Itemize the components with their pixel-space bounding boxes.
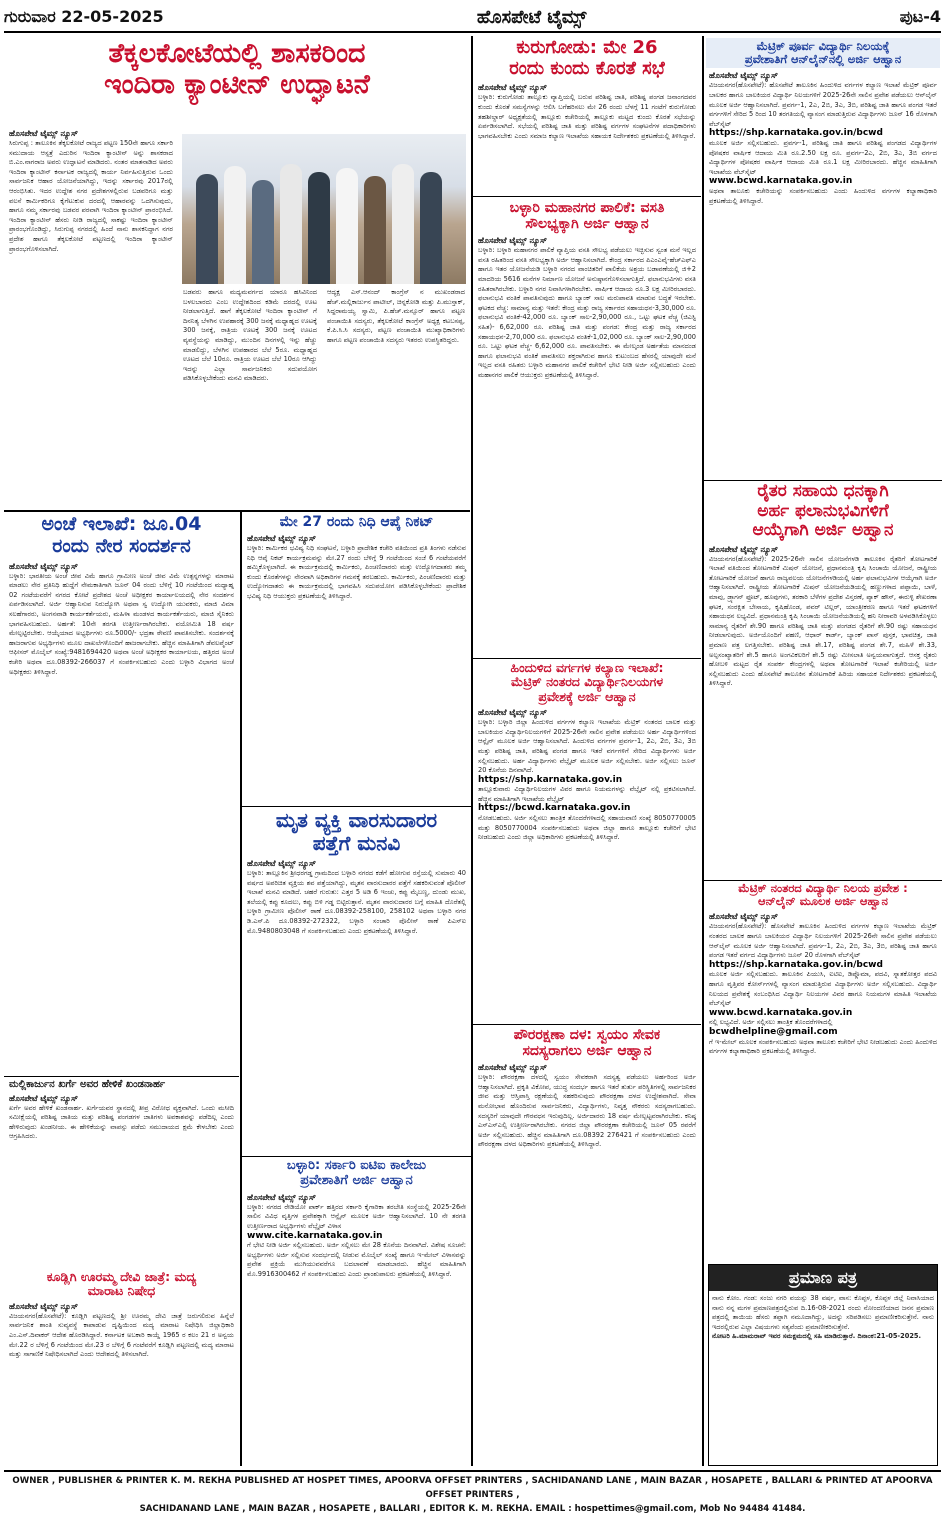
issue-date: ಗುರುವಾರ 22-05-2025 bbox=[4, 7, 164, 26]
headline: ಅರ್ಹ ಫಲಾನುಭವಿಗಳಿಗೆ bbox=[757, 500, 889, 521]
article-indira-canteen bbox=[6, 38, 468, 508]
section-rule bbox=[242, 1156, 471, 1157]
article-prematric-hostel bbox=[706, 38, 940, 478]
headline: ಸದಸ್ಯರಾಗಲು ಅರ್ಜಿ ಆಹ್ವಾನ bbox=[522, 1043, 652, 1060]
article-kurugodu bbox=[475, 38, 699, 193]
headline: ಬಳ್ಳಾರಿ: ಸರ್ಕಾರಿ ಐಟಿಐ ಕಾಲೇಜು bbox=[286, 1158, 427, 1173]
imprint-footer bbox=[4, 1470, 941, 1514]
article-body: ನೋಡಬಹುದು. ಅರ್ಜಿ ಸಲ್ಲಿಸಲು ತಾಂತ್ರಿಕ ತೊಂದರೆಗಳಾದಲ್ಲಿ ಸಹಾಯವಾಣಿ ಸಂಖ್ಯೆ 8050770005 ಮತ್ತು 8050770004 ಸಂಪರ್ಕಿಸಬಹುದು ಅಥವಾ ಜಿಲ್ಲಾ ಹಾಗೂ ತಾಲ್ಲೂಕು ಕಚೇರಿಗೆ ಭೇಟಿ ನೀಡಬಹುದು ಎಂದು ಜಿಲ್ಲಾ ಅಧಿಕಾರಿಗಳು ಪ್ರಕಟಣೆಯಲ್ಲಿ ತಿಳಿಸಿದ್ದಾರೆ. bbox=[478, 814, 696, 842]
dateline: ಹೊಸಪೇಟೆ ಟೈಮ್ಸ್ ನ್ಯೂಸ್ bbox=[709, 544, 778, 554]
headline: ಸೌಲಭ್ಯಕ್ಕಾಗಿ ಅರ್ಜಿ ಆಹ್ವಾನ bbox=[525, 216, 649, 233]
section-rule bbox=[4, 510, 470, 512]
headline: ಬಳ್ಳಾರಿ ಮಹಾನಗರ ಪಾಲಿಕೆ: ವಸತಿ bbox=[509, 200, 665, 216]
article-body: ವಿಜಯನಗರ(ಹೊಸಪೇಟೆ): 2025-26ನೇ ಸಾಲಿನ ಯೋಜನೆಗಳಡಿ ತಾಲೂಕಿನ ರೈತರಿಗೆ ತೋಟಗಾರಿಕೆ ಇಲಾಖೆ ವತಿಯಿಂದ ತೋಟಗಾರಿಕೆ ಮಿಷನ್ ಯೋಜನೆ, ಪ್ರಧಾನಮಂತ್ರಿ ಕೃಷಿ ಸಿಂಚಾಯಿ ಯೋಜನೆ, ರಾಷ್ಟ್ರೀಯ ತೋಟಗಾರಿಕೆ ಯೋಜನೆ ಹಾಗೂ ರಾಜ್ಯವಲಯ ಯೋಜನೆಗಳಡಿಯಲ್ಲಿ ಅರ್ಹ ಫಲಾನುಭವಿಗಳ ಆಯ್ಕೆಗಾಗಿ ಅರ್ಜಿ ಆಹ್ವಾನಿಸಲಾಗಿದೆ. ರಾಷ್ಟ್ರೀಯ ತೋಟಗಾರಿಕೆ ಮಿಷನ್ ಯೋಜನೆಯಡಿಯಲ್ಲಿ ಹಣ್ಣುಗಳಾದ ಪಪ್ಪಾಯಿ, ಬಾಳೆ, ಮಾವು, ಡ್ರ್ಯಾಗನ್ ಫ್ರೂಟ್, ಹೂವುಗಳು, ತರಕಾರಿ ಬೆಳೆಗಳ ಪ್ರದೇಶ ವಿಸ್ತರಣೆ, ಪ್ಯಾಕ್ ಹೌಸ್, ಈರುಳ್ಳಿ ಶೇಖರಣಾ ಘಟಕ, ಸಂರಕ್ಷಿತ ಬೇಸಾಯ, ಕೃಷಿಹೊಂಡ, ಪವರ್ ಟಿಲ್ಲರ್, ಯಾಂತ್ರೀಕರಣ ಹಾಗೂ ಇತರೆ ಘಟಕಗಳಿಗೆ ಸಹಾಯಧನ ಲಭ್ಯವಿದೆ. ಪ್ರಧಾನಮಂತ್ರಿ ಕೃಷಿ ಸಿಂಚಾಯಿ ಯೋಜನೆಯಡಿಯಲ್ಲಿ ಹನಿ ನೀರಾವರಿ ಅಳವಡಿಸಿಕೊಳ್ಳಲು ಸಾಮಾನ್ಯ ರೈತರಿಗೆ ಶೇ.90 ಹಾಗೂ ಪರಿಶಿಷ್ಟ ಜಾತಿ ಮತ್ತು ಪಂಗಡದ ರೈತರಿಗೆ ಶೇ.90 ರಷ್ಟು ಸಹಾಯಧನ ನೀಡಲಾಗುವುದು. ಅರ್ಜಿಯೊಂದಿಗೆ ಪಹಣಿ, ಆಧಾರ್ ಕಾರ್ಡ್, ಬ್ಯಾಂಕ್ ಪಾಸ್ ಪುಸ್ತಕ, ಭಾವಚಿತ್ರ, ಜಾತಿ ಪ್ರಮಾಣ ಪತ್ರ ಲಗತ್ತಿಸಬೇಕು. ಪರಿಶಿಷ್ಟ ಜಾತಿ ಶೇ.17, ಪರಿಶಿಷ್ಟ ಪಂಗಡ ಶೇ.7, ಮಹಿಳೆ ಶೇ.33, ಅಲ್ಪಸಂಖ್ಯಾತರಿಗೆ ಶೇ.5 ಹಾಗೂ ಅಂಗವಿಕಲರಿಗೆ ಶೇ.5 ರಷ್ಟು ಮೀಸಲಾತಿ ಅನ್ವಯವಾಗುತ್ತದೆ. ಆಸಕ್ತ ರೈತರು ಹೋಬಳಿ ಮಟ್ಟದ ರೈತ ಸಂಪರ್ಕ ಕೇಂದ್ರಗಳಲ್ಲಿ ಅಥವಾ ತೋಟಗಾರಿಕೆ ಇಲಾಖೆ ಕಚೇರಿಯಲ್ಲಿ ಅರ್ಜಿ ಸಲ್ಲಿಸಬಹುದು ಎಂದು ಹೊಸಪೇಟೆ ತಾಲೂಕಿನ ತೋಟಗಾರಿಕೆ ಹಿರಿಯ ಸಹಾಯಕ ನಿರ್ದೇಶಕರು ಪ್ರಕಟಣೆಯಲ್ಲಿ ತಿಳಿಸಿದ್ದಾರೆ. bbox=[709, 554, 937, 688]
masthead bbox=[4, 3, 941, 33]
article-civil-defence bbox=[475, 1027, 699, 1465]
article-body: ಬಳ್ಳಾರಿ: ಕಾರ್ಮಿಕರ ಭವಿಷ್ಯ ನಿಧಿ ಸಂಘಟನೆ, ಬಳ್ಳಾರಿ ಪ್ರಾದೇಶಿಕ ಕಚೇರಿ ವತಿಯಿಂದ ಪ್ರತಿ ತಿಂಗಳು ನಡೆಸುವ ನಿಧಿ ಆಪ್ಕೆ ನಿಕಟ್ ಕಾರ್ಯಕ್ರಮವನ್ನು ಮೇ.27 ರಂದು ಬೆಳಿಗ್ಗೆ 9 ಗಂಟೆಯಿಂದ ಸಂಜೆ 6 ಗಂಟೆಯವರೆಗೆ ಹಮ್ಮಿಕೊಳ್ಳಲಾಗಿದೆ. ಈ ಕಾರ್ಯಕ್ರಮದಲ್ಲಿ ಕಾರ್ಮಿಕರು, ಪಿಂಚಣಿದಾರರು ಮತ್ತು ಉದ್ಯೋಗದಾತರು ತಮ್ಮ ಕುಂದು ಕೊರತೆಗಳನ್ನು ನೇರವಾಗಿ ಅಧಿಕಾರಿಗಳ ಗಮನಕ್ಕೆ ತರಬಹುದು. ಕಾರ್ಮಿಕರು, ಪಿಂಚಣಿದಾರರು ಮತ್ತು ಉದ್ಯೋಗದಾತರು ಈ ಕಾರ್ಯಕ್ರಮದಲ್ಲಿ ಭಾಗವಹಿಸಿ ಸದುಪಯೋಗ ಪಡಿಸಿಕೊಳ್ಳಬೇಕೆಂದು ಪ್ರಾದೇಶಿಕ ಭವಿಷ್ಯ ನಿಧಿ ಆಯುಕ್ತರು ಪ್ರಕಟಣೆಯಲ್ಲಿ ತಿಳಿಸಿದ್ದಾರೆ. bbox=[247, 544, 466, 601]
column-rule bbox=[240, 512, 242, 1466]
article-body: ಖರ್ಗೆ ಅವರ ಹೇಳಿಕೆ ಖಂಡನಾರ್ಹ. ಖರ್ಗೆಯವರ ಸ್ಥಾನದಲ್ಲಿ ತೀವ್ರ ವಿರೋಧ ವ್ಯಕ್ತವಾಗಿದೆ. ಒಂದು ಮಸೀದಿ ಸಮೀಕ್ಷೆಯಲ್ಲಿ ಪರಿಶಿಷ್ಟ ಜಾತಿಯ ಮತ್ತು ಪರಿಶಿಷ್ಟ ಪಂಗಡಗಳ ಜಾತಿಗಳು ಅವಕಾಶವನ್ನು ಪಡೆದಿಲ್ಲ ಎಂದು ಹೇಳಿರುವುದು ಖಂಡನೀಯ. ಈ ಹೇಳಿಕೆಯನ್ನು ವಾಪಸ್ಸು ಪಡೆದು ಸಮುದಾಯದ ಕ್ಷಮೆ ಕೇಳಬೇಕು ಎಂದು ಆಗ್ರಹಿಸಿದರು. bbox=[9, 1103, 234, 1141]
article-body: ನಲ್ಲಿ ಲಭ್ಯವಿದೆ. ಅರ್ಜಿ ಸಲ್ಲಿಸಲು ತಾಂತ್ರಿಕ ತೊಂದರೆಗಳಾದಲ್ಲಿ bbox=[709, 1018, 833, 1027]
headline: ಪ್ರವೇಶಕ್ಕೆ ಅರ್ಜಿ ಆಹ್ವಾನ bbox=[538, 688, 636, 704]
affidavit-title: ಪ್ರಮಾಣ ಪತ್ರ bbox=[709, 1265, 937, 1291]
imprint-line: OWNER , PUBLISHER & PRINTER K. M. REKHA PUBLISHED AT HOSPET TIMES, APOORVA OFFSET PRINTERS , SACHIDANAND LANE , MAIN BAZAR , HOSAPETE , BALLARI & PRINTED AT APOORVA OFFSET PRINTERS , bbox=[12, 1476, 933, 1500]
email-link[interactable]: bcwdhelpline@gmail.com bbox=[709, 1026, 838, 1037]
article-body: ಬಳ್ಳಾರಿ: ಪೌರರಕ್ಷಣಾ ದಳದಲ್ಲಿ ಸ್ವಯಂ ಸೇವಕರಾಗಿ ಸದಸ್ಯತ್ವ ಪಡೆಯಲು ಅರ್ಹರಿಂದ ಅರ್ಜಿ ಆಹ್ವಾನಿಸಲಾಗಿದೆ. ಪ್ರಕೃತಿ ವಿಕೋಪ, ಯುದ್ಧ ಸಂದರ್ಭ ಹಾಗೂ ಇತರೆ ತುರ್ತು ಪರಿಸ್ಥಿತಿಗಳಲ್ಲಿ ಸಾರ್ವಜನಿಕರ ಜೀವ ಮತ್ತು ಆಸ್ತಿಪಾಸ್ತಿ ರಕ್ಷಣೆಯಲ್ಲಿ ಸಹಕರಿಸುವುದು ಪೌರರಕ್ಷಣಾ ದಳದ ಉದ್ದೇಶವಾಗಿದೆ. ಸೇವಾ ಮನೋಭಾವ ಹೊಂದಿರುವ ಸಾರ್ವಜನಿಕರು, ವಿದ್ಯಾರ್ಥಿಗಳು, ನಿವೃತ್ತ ನೌಕರರು ಸದಸ್ಯರಾಗಬಹುದು. ಸದಸ್ಯರಿಗೆ ಯಾವುದೇ ಗೌರವಧನ ಇರುವುದಿಲ್ಲ. ಅರ್ಜಿದಾರರು 18 ವರ್ಷ ಮೇಲ್ಪಟ್ಟವರಾಗಿರಬೇಕು. ಕನಿಷ್ಠ ಎಸ್ಎಸ್ಎಲ್ಸಿ ಉತ್ತೀರ್ಣರಾಗಿರಬೇಕು. ನಗರದ ಜಿಲ್ಲಾ ಪೌರರಕ್ಷಣಾ ಕಚೇರಿಯಲ್ಲಿ ಜೂನ್ 05 ರವರೆಗೆ ಅರ್ಜಿ ಸಲ್ಲಿಸಬಹುದು. ಹೆಚ್ಚಿನ ಮಾಹಿತಿಗಾಗಿ ದೂ.08392 276421 ಗೆ ಸಂಪರ್ಕಿಸಬಹುದು ಎಂದು ಪೌರರಕ್ಷಣಾ ದಳದ ಅಧಿಕಾರಿಗಳು ಪ್ರಕಟಣೆಯಲ್ಲಿ ತಿಳಿಸಿದ್ದಾರೆ. bbox=[478, 1073, 696, 1149]
affidavit-body: ನಾನು ಕೋಂ. ಗಂಡ: ಸಂಜು ನಗರಿ ವಯಸ್ಸು 38 ವರ್ಷ, ವಾಸ: ಕೊಪ್ಪಳ, ಕೊಪ್ಪಳ ಜಿಲ್ಲೆ ನಿವಾಸಿಯಾದ ನಾನು ನನ್ನ ಮಗಳ ಪ್ರಮಾಣಪತ್ರದಲ್ಲಿರುವ ದಿ.16-08-2021 ರಂದು ನೋಂದಣಿಯಾದ ಜನನ ಪ್ರಮಾಣ ಪತ್ರದಲ್ಲಿ ತಾಯಿಯ ಹೆಸರು ತಪ್ಪಾಗಿ ನಮೂದಾಗಿದ್ದು, ಅದನ್ನು ಸರಿಪಡಿಸಲು ಪ್ರಮಾಣೀಕರಿಸುತ್ತೇನೆ. ನಾನು ಇದರಲ್ಲಿರುವ ಎಲ್ಲಾ ವಿಷಯಗಳು ಸತ್ಯವೆಂದು ಪ್ರಮಾಣೀಕರಿಸುತ್ತೇನೆ. bbox=[712, 1294, 934, 1331]
article-body: ತಾಲ್ಲೂಕುವಾರು ವಿದ್ಯಾರ್ಥಿನಿಲಯಗಳ ವಿವರ ಹಾಗೂ ನಿಯಮಗಳನ್ನು ವೆಬ್ಸೈಟ್ ನಲ್ಲಿ ಪ್ರಕಟಿಸಲಾಗಿದೆ. ಹೆಚ್ಚಿನ ಮಾಹಿತಿಗಾಗಿ ಇಲಾಖೆಯ ವೆಬ್ಸೈಟ್ bbox=[478, 785, 696, 803]
article-unidentified-body bbox=[244, 809, 469, 1139]
dateline: ಹೊಸಪೇಟೆ ಟೈಮ್ಸ್ ನ್ಯೂಸ್ bbox=[478, 1063, 547, 1073]
article-kharge bbox=[6, 1079, 237, 1267]
article-kudligi bbox=[6, 1270, 237, 1466]
headline: ರಂದು ನೇರ ಸಂದರ್ಶನ bbox=[52, 534, 191, 557]
dateline: ಹೊಸಪೇಟೆ ಟೈಮ್ಸ್ ನ್ಯೂಸ್ bbox=[247, 859, 316, 868]
column-rule bbox=[702, 36, 704, 1466]
headline: ಮಲ್ಲಿಕಾರ್ಜುನ ಖರ್ಗೆ ಅವರ ಹೇಳಿಕೆ ಖಂಡನಾರ್ಹ bbox=[9, 1079, 166, 1090]
article-body: ವಿಜಯನಗರ(ಹೊಸಪೇಟೆ): ಹೊಸಪೇಟೆ ತಾಲೂಕಿನ ಹಿಂದುಳಿದ ವರ್ಗಗಳ ಕಲ್ಯಾಣ ಇಲಾಖೆಯ ಮೆಟ್ರಿಕ್ ನಂತರದ ಬಾಲಕ ಹಾಗೂ ಬಾಲಕಿಯರ ವಿದ್ಯಾರ್ಥಿ ನಿಲಯಗಳಿಗೆ 2025-26ನೇ ಸಾಲಿನ ಪ್ರವೇಶ ಪಡೆಯಲು ಆನ್‌ಲೈನ್ ಮೂಲಕ ಅರ್ಜಿ ಆಹ್ವಾನಿಸಲಾಗಿದೆ. ಪ್ರವರ್ಗ-1, 2ಎ, 2ಬಿ, 3ಎ, 3ಬಿ, ಪರಿಶಿಷ್ಟ ಜಾತಿ ಹಾಗೂ ಪಂಗಡ ಇತರೆ ವರ್ಗದ ವಿದ್ಯಾರ್ಥಿಗಳು ಜೂನ್ 20 ರೊಳಗಾಗಿ ವೆಬ್‌ಸೈಟ್ bbox=[709, 922, 937, 960]
page-number: ಪುಟ-4 bbox=[899, 7, 941, 26]
headline: ಮೆಟ್ರಿಕ್ ನಂತರದ ವಿದ್ಯಾರ್ಥಿ ನಿಲಯ ಪ್ರವೇಶ : bbox=[738, 881, 908, 895]
headline: ಪ್ರವೇಶಾತಿಗೆ ಆನ್‌ಲೈನ್‌ನಲ್ಲಿ ಅರ್ಜಿ ಆಹ್ವಾನ bbox=[744, 52, 902, 67]
article-body: ವಿಜಯನಗರ(ಹೊಸಪೇಟೆ): ಕೂಡ್ಲಿಗಿ ಪಟ್ಟಣದಲ್ಲಿ ಶ್ರೀ ಊರಮ್ಮ ದೇವಿ ಜಾತ್ರೆ ಜರುಗಲಿರುವ ಹಿನ್ನೆಲೆ ಸಾರ್ವಜನಿಕ ಶಾಂತಿ ಸುವ್ಯವಸ್ಥೆ ಕಾಪಾಡುವ ದೃಷ್ಟಿಯಿಂದ ಮದ್ಯ ಮಾರಾಟ ನಿಷೇಧಿಸಿ ಜಿಲ್ಲಾಧಿಕಾರಿ ಎಂ.ಎಸ್.ದಿವಾಕರ್ ಆದೇಶ ಹೊರಡಿಸಿದ್ದಾರೆ. ಕರ್ನಾಟಕ ಅಬಕಾರಿ ಕಾಯ್ದೆ 1965 ರ ಕಲಂ 21 ರ ಅನ್ವಯ ಮೇ.22 ರ ಬೆಳಿಗ್ಗೆ 6 ಗಂಟೆಯಿಂದ ಮೇ.23 ರ ಬೆಳಿಗ್ಗೆ 6 ಗಂಟೆವರೆಗೆ ಕೂಡ್ಲಿಗಿ ಪಟ್ಟಣದಲ್ಲಿ ಮದ್ಯ ಮಾರಾಟ ಮತ್ತು ಸಾಗಾಣಿಕೆ ನಿಷೇಧಿಸಲಾಗಿದೆ ಎಂದು ಆದೇಶದಲ್ಲಿ ತಿಳಿಸಲಾಗಿದೆ. bbox=[9, 1311, 234, 1359]
paper-name: ಹೊಸಪೇಟೆ ಟೈಮ್ಸ್ bbox=[476, 6, 587, 28]
headline: ಆಯ್ಕೆಗಾಗಿ ಅರ್ಜಿ ಅಹ್ವಾನ bbox=[752, 520, 894, 541]
headline: ಮೆಟ್ರಿಕ್ ನಂತರದ ವಿದ್ಯಾರ್ಥಿನಿಲಯಗಳ bbox=[510, 674, 664, 690]
website-link[interactable]: www.cite.karnataka.gov.in bbox=[247, 1230, 383, 1241]
dateline: ಹೊಸಪೇಟೆ ಟೈಮ್ಸ್ ನ್ಯೂಸ್ bbox=[247, 534, 316, 544]
affidavit-signoff: ನೋಟರಿ ಹಿ.ಮಾಮರಾವ್ ಇವರ ಸಮಕ್ಷಮದಲ್ಲಿ ಸಹಿ ಮಾಡಿರುತ್ತಾರೆ. ದಿನಾಂಕ:21-05-2025. bbox=[712, 1332, 922, 1341]
article-body: ಗೆ ಇ-ಮೇಲ್ ಮೂಲಕ ಸಂಪರ್ಕಿಸಬಹುದು ಅಥವಾ ತಾಲೂಕು ಕಚೇರಿಗೆ ಭೇಟಿ ನೀಡಬಹುದು ಎಂದು ಹಿಂದುಳಿದ ವರ್ಗಗಳ ಕಲ್ಯಾಣಾಧಿಕಾರಿ ಪ್ರಕಟಣೆಯಲ್ಲಿ ತಿಳಿಸಿದ್ದಾರೆ. bbox=[709, 1037, 937, 1056]
article-body: ಬಡವರು ಹಾಗೂ ಮಧ್ಯಮವರ್ಗದ ಯಾರೂ ಹಸಿವಿನಿಂದ ಬಳಲಬಾರದು ಎಂಬ ಉದ್ದೇಶದಿಂದ ಕಡಿಮೆ ದರದಲ್ಲಿ ಊಟ ನೀಡಲಾಗುತ್ತಿದೆ. ಹಾಗೆ ತೆಕ್ಕಲಕೋಟೆ ಇಂದಿರಾ ಕ್ಯಾಂಟೀನ್ ಗೆ ದಿನನಿತ್ಯ ಬೆಳಗಿನ ಉಪಹಾರಕ್ಕೆ 300 ಜನಕ್ಕೆ ಮಧ್ಯಾಹ್ನದ ಊಟಕ್ಕೆ 300 ಜನಕ್ಕೆ, ರಾತ್ರಿಯ ಊಟಕ್ಕೆ 300 ಜನಕ್ಕೆ ಊಟದ ವ್ಯವಸ್ಥೆಯನ್ನು ಮಾಡಿದ್ದು, ಮುಂದಿನ ದಿನಗಳಲ್ಲಿ ಇನ್ನು ಹೆಚ್ಚು ಮಾಡಲಿದ್ದು, ಬೆಳಗಿನ ಉಪಹಾರದ ಬೆಲೆ 5ರೂ. ಮಧ್ಯಾಹ್ನದ ಊಟದ ಬೆಲೆ 10ರೂ. ರಾತ್ರಿಯ ಊಟದ ಬೆಲೆ 10ರೂ ಆಗಿದ್ದು ಇದನ್ನು ಎಲ್ಲಾ ಸಾರ್ವಜನಿಕರು ಸದುಪಯೋಗ ಪಡಿಸಿಕೊಳ್ಳಬೇಕೆಂದು ಮನವಿ ಮಾಡಿದರು. bbox=[183, 288, 317, 383]
article-body: ಗೆ ಭೇಟಿ ನೀಡಿ ಅರ್ಜಿ ಸಲ್ಲಿಸಬಹುದು. ಅರ್ಜಿ ಸಲ್ಲಿಸಲು ಮೇ 28 ಕೊನೆಯ ದಿನವಾಗಿದೆ. ವಿಶೇಷ ಸೂಚನೆ: ಅಭ್ಯರ್ಥಿಗಳು ಅರ್ಜಿ ಸಲ್ಲಿಸುವ ಸಂದರ್ಭದಲ್ಲಿ ನೀಡುವ ಮೊಬೈಲ್ ಸಂಖ್ಯೆ ಹಾಗೂ ಇ-ಮೇಲ್ ವಿಳಾಸವನ್ನು ಪ್ರವೇಶ ಪ್ರಕ್ರಿಯೆ ಮುಗಿಯುವವರೆಗೂ ಬದಲಾವಣೆ ಮಾಡಬಾರದು. ಹೆಚ್ಚಿನ ಮಾಹಿತಿಗಾಗಿ ಮೊ.9916300462 ಗೆ ಸಂಪರ್ಕಿಸಬಹುದು ಎಂದು ಪ್ರಾಂಶುಪಾಲರು ಪ್ರಕಟಣೆಯಲ್ಲಿ ತಿಳಿಸಿದ್ದಾರೆ. bbox=[247, 1241, 466, 1279]
article-nidhi-aapke-nikat bbox=[244, 514, 469, 804]
website-link[interactable]: www.bcwd.karnataka.gov.in bbox=[709, 176, 853, 187]
article-body: ಸಿರುಗುಪ್ಪ : ತಾಲೂಕಿನ ತೆಕ್ಕಲಕೋಟೆ ರಾಜ್ಯದ ಪಟ್ಟಣ 150ನೇ ಹಾಗೂ ಸರ್ಕಾರಿ ಸಮುದಾಯ ಆಸ್ಪತ್ರೆ ಎದುರಿನ ಇಂದಿರಾ ಕ್ಯಾಂಟೀನ್ ಅನ್ನು ಶಾಸಕರಾದ ಬಿ.ಎಂ.ನಾಗರಾಜ ಅವರು ಉದ್ಘಾಟನೆ ಮಾಡಿದರು. ನಂತರ ಮಾತನಾಡಿದ ಅವರು ಇಂದಿರಾ ಕ್ಯಾಂಟೀನ್ ಕರ್ನಾಟಕ ರಾಜ್ಯದಲ್ಲಿ ಕಾರ್ಯ ನಿರ್ವಹಿಸುತ್ತಿರುವ ಒಂದು ಸಾರ್ವಜನಿಕ ಆಹಾರ ಯೋಜನೆಯಾಗಿದ್ದು, ಇದನ್ನು ಸರ್ಕಾರವು 2017ರಲ್ಲಿ ಆರಂಭಿಸಿತು. ಇದರ ಉದ್ದೇಶ ನಗರ ಪ್ರದೇಶಗಳಲ್ಲಿರುವ ಬಡವರಿಗೂ ಮತ್ತು ವಲಸೆ ಕಾರ್ಮಿಕರಿಗೂ ಕೈಗೆಟುಕುವ ದರದಲ್ಲಿ ಆಹಾರವನ್ನು ಒದಗಿಸುವುದು, ಹಾಗೂ ನಮ್ಮ ಸರ್ಕಾರವು ಬಡವರ ಪರವಾಗಿ ಇಂದಿರಾ ಕ್ಯಾಂಟೀನ್ ಪ್ರಾರಂಭಿಸಿದೆ. ಇಂದಿರಾ ಕ್ಯಾಂಟೀನ್ ಹೆಸರು ನೀಡಿ ರಾಜ್ಯದಲ್ಲಿ ಸಾಕಷ್ಟು ಇಂದಿರಾ ಕ್ಯಾಂಟೀನ್ ಪ್ರಾರಂಭಗೊಂಡಿದ್ದು, ಸಿರುಗುಪ್ಪ ನಗರದಲ್ಲಿ ಹಿಂದೆ ನಾನು ಶಾಸಕನಿದ್ದಾಗ ನಗರ ಪ್ರದೇಶ ಹಾಗೂ ತೆಕ್ಕಲಕೋಟೆ ಪಟ್ಟಣದಲ್ಲಿ ಇಂದಿರಾ ಕ್ಯಾಂಟೀನ್ ಪ್ರಾರಂಭಗೊಳಿಸಲಾಗಿದೆ. bbox=[9, 139, 173, 253]
article-post-office bbox=[6, 514, 237, 1074]
imprint-line: SACHIDANAND LANE , MAIN BAZAR , HOSAPETE , BALLARI , EDITOR K. M. REKHA. EMAIL : hospettimes@gmail.com, Mob No 94484 41484. bbox=[139, 1504, 806, 1514]
headline: ಮಾರಾಟ ನಿಷೇಧ bbox=[87, 1283, 156, 1299]
headline: ಆನ್‌ಲೈನ್ ಮೂಲಕ ಅರ್ಜಿ ಆಹ್ವಾನ bbox=[758, 894, 888, 909]
section-rule bbox=[473, 1024, 701, 1025]
dateline: ಹೊಸಪೇಟೆ ಟೈಮ್ಸ್ ನ್ಯೂಸ್ bbox=[478, 236, 547, 246]
website-link[interactable]: https://bcwd.karnataka.gov.in bbox=[478, 803, 631, 814]
article-body: ಬಳ್ಳಾರಿ: ಬಳ್ಳಾರಿ ಮಹಾನಗರ ಪಾಲಿಕೆ ವ್ಯಾಪ್ತಿಯ ವಸತಿ ಸೌಲಭ್ಯ ಪಡೆಯಲು ಇಚ್ಛಿಸುವ ಸ್ವಂತ ಮನೆ ಇಲ್ಲದ ವಸತಿ ರಹಿತರಿಂದ ವಸತಿ ಸೌಲಭ್ಯಕ್ಕಾಗಿ ಅರ್ಜಿ ಆಹ್ವಾನಿಸಲಾಗಿದೆ. ಕೇಂದ್ರ ಸರ್ಕಾರದ ಪಿಎಂಎವೈ-ಹೆಚ್ಎಫ್ಎ ಹಾಗೂ ಇತರ ಯೋಜನೆಯಡಿ ಬಳ್ಳಾರಿ ನಗರದ ವಾಂಚಿತರಿಗೆ ಪಾಲಿಕೆಯ ಅಶ್ರಯ ಬಡಾವಣೆಯಲ್ಲಿ ಜಿ+2 ಮಾದರಿಯ 5616 ಮನೆಗಳ ನಿರ್ಮಾಣ ಯೋಜನೆ ಅನುಷ್ಠಾನಗೊಳಿಸಲಾಗುತ್ತಿದೆ. ಫಲಾನುಭವಿಗಳು ವಸತಿ ರಹಿತರಾಗಿರಬೇಕು. ಬಳ್ಳಾರಿ ನಗರ ನಿವಾಸಿಗಳಾಗಿರಬೇಕು. ವಾರ್ಷಿಕ ಆದಾಯ ರೂ.3 ಲಕ್ಷ ಮೀರಿರಬಾರದು. ಫಲಾನುಭವಿ ವಂತಿಕೆ ಪಾವತಿಸುವುದು ಹಾಗೂ ಬ್ಯಾಂಕ್ ಸಾಲ ಮರುಪಾವತಿ ಮಾಡುವ ಬದ್ಧತೆ ಇರಬೇಕು. ಘಟಕದ ವೆಚ್ಚ: ಸಾಮಾನ್ಯ ಮತ್ತು ಇತರೆ: ಕೇಂದ್ರ ಮತ್ತು ರಾಜ್ಯ ಸರ್ಕಾರದ ಸಹಾಯಧನ-3,30,000 ರೂ. ಫಲಾನುಭವಿ ವಂತಿಕೆ-42,000 ರೂ. ಬ್ಯಾಂಕ್ ಸಾಲ-2,90,000 ರೂ., ಒಟ್ಟು ಘಟಕ ವೆಚ್ಚ (ಜಿಎಸ್ಟಿ ಸಹಿತ)- 6,62,000 ರೂ. ಪರಿಶಿಷ್ಟ ಜಾತಿ ಮತ್ತು ಪಂಗಡ: ಕೇಂದ್ರ ಮತ್ತು ರಾಜ್ಯ ಸರ್ಕಾರದ ಸಹಾಯಧನ-2,70,000 ರೂ. ಫಲಾನುಭವಿ ವಂತಿಕೆ-1,02,000 ರೂ. ಬ್ಯಾಂಕ್ ಸಾಲ-2,90,000 ರೂ. ಒಟ್ಟು ಘಟಕ ವೆಚ್ಚ- 6,62,000 ರೂ. ಪಾವತಿಸಬೇಕು. ಈ ಮೇಲ್ಕಂಡ ಅರ್ಹತೆಯ ಮಾನದಂಡ ಹಾಗೂ ಫಲಾನುಭವಿ ವಂತಿಕೆ ಪಾವತಿಸಲು ಶಕ್ತರಾಗಿರುವ ಹಾಗೂ ಕುಟುಂಬದ ಹೆಸರಲ್ಲಿ ಯಾವುದೇ ಮನೆ ಇಲ್ಲದ ವಸತಿ ರಹಿತರು ಬಳ್ಳಾರಿ ಮಹಾನಗರ ಪಾಲಿಕೆ ಕಚೇರಿಗೆ ಭೇಟಿ ನೀಡಿ ಅರ್ಜಿ ಸಲ್ಲಿಸಬಹುದು ಎಂದು ಮಹಾನಗರ ಪಾಲಿಕೆ ಆಯುಕ್ತರು ಪ್ರಕಟಣೆಯಲ್ಲಿ ತಿಳಿಸಿದ್ದಾರೆ. bbox=[478, 246, 696, 379]
section-rule bbox=[4, 1076, 239, 1077]
website-link[interactable]: https://shp.karnataka.gov.in bbox=[478, 774, 623, 785]
dateline: ಹೊಸಪೇಟೆ ಟೈಮ್ಸ್ ನ್ಯೂಸ್ bbox=[9, 1093, 78, 1103]
headline: ಮೃತ ವ್ಯಕ್ತಿ ವಾರಸುದಾರರ bbox=[275, 808, 438, 832]
dateline: ಹೊಸಪೇಟೆ ಟೈಮ್ಸ್ ನ್ಯೂಸ್ bbox=[9, 1301, 78, 1311]
article-body: ಬಳ್ಳಾರಿ: ಭಾರತೀಯ ಅಂಚೆ ಜೀವ ವಿಮೆ ಹಾಗೂ ಗ್ರಾಮೀಣ ಅಂಚೆ ಜೀವ ವಿಮೆ ಉತ್ಪನ್ನಗಳನ್ನು ಮಾರಾಟ ಮಾಡಲು ನೇರ ಪ್ರತಿನಿಧಿ ಹುದ್ದೆಗೆ ನೇಮಕಾತಿಗಾಗಿ ಜೂನ್ 04 ರಂದು ಬೆಳಿಗ್ಗೆ 10 ಗಂಟೆಯಿಂದ ಮಧ್ಯಾಹ್ನ 02 ಗಂಟೆಯವರೆಗೆ ನಗರದ ಕೋಟೆ ಪ್ರದೇಶದ ಅಂಚೆ ಅಧೀಕ್ಷಕರ ಕಾರ್ಯಾಲಯದಲ್ಲಿ ನೇರ ಸಂದರ್ಶನ ಏರ್ಪಡಿಸಲಾಗಿದೆ. ಅರ್ಜಿ ಆಹ್ವಾನಿಸುವ ನಿರುದ್ಯೋಗಿ ಅಥವಾ ಸ್ವ ಉದ್ಯೋಗಿ ಯುವಕರು, ಮಾಜಿ ವಿಮಾ ಸಲಹೆಗಾರರು, ಅಂಗನವಾಡಿ ಕಾರ್ಯಕರ್ತೆಯರು, ಮಹಿಳಾ ಮಂಡಳದ ಕಾರ್ಯಕರ್ತೆಯರು, ಮಾಜಿ ಸೈನಿಕರು ಭಾಗವಹಿಸಬಹುದು. ಅರ್ಹತೆ: 10ನೇ ತರಗತಿ ಉತ್ತೀರ್ಣರಾಗಿರಬೇಕು. ವಯೋಮಿತಿ 18 ವರ್ಷ ಮೇಲ್ಪಟ್ಟಿರಬೇಕು. ಆಯ್ಕೆಯಾದ ಅಭ್ಯರ್ಥಿಗಳು ರೂ.5000/- ಭದ್ರತಾ ಠೇವಣಿ ಪಾವತಿಸಬೇಕು. ಸಂದರ್ಶನಕ್ಕೆ ಹಾಜರಾಗುವ ಅಭ್ಯರ್ಥಿಗಳು ಮೂಲ ದಾಖಲೆಗಳೊಂದಿಗೆ ಹಾಜರಾಗಬೇಕು. ಹೆಚ್ಚಿನ ಮಾಹಿತಿಗಾಗಿ ಡೆವಲಪ್ಮೆಂಟ್ ಆಫೀಸರ್ ಮೊಬೈಲ್ ಸಂಖ್ಯೆ:9481694420 ಅಥವಾ ಅಂಚೆ ಅಧೀಕ್ಷಕರ ಕಾರ್ಯಾಲಯ, ಹತ್ತಿರದ ಅಂಚೆ ಕಚೇರಿ ಅಥವಾ ದೂ.08392-266037 ಗೆ ಸಂಪರ್ಕಿಸಬಹುದು ಎಂದು ಬಳ್ಳಾರಿ ವಿಭಾಗದ ಅಂಚೆ ಅಧೀಕ್ಷಕರು ತಿಳಿಸಿದ್ದಾರೆ. bbox=[9, 571, 234, 676]
headline: ಕುರುಗೋಡು: ಮೇ 26 bbox=[516, 37, 658, 58]
article-body: ಬಳ್ಳಾರಿ: ನಗರದ ರೇಡಿಯೋ ಪಾರ್ಕ್ ಹತ್ತಿರದ ಸರ್ಕಾರಿ ಕೈಗಾರಿಕಾ ತರಬೇತಿ ಸಂಸ್ಥೆಯಲ್ಲಿ 2025-26ನೇ ಸಾಲಿನ ವಿವಿಧ ವೃತ್ತಿಗಳ ಪ್ರವೇಶಕ್ಕಾಗಿ ಆನ್ಲೈನ್ ಮೂಲಕ ಅರ್ಜಿ ಆಹ್ವಾನಿಸಲಾಗಿದೆ. 10 ನೇ ತರಗತಿ ಉತ್ತೀರ್ಣರಾದ ಅಭ್ಯರ್ಥಿಗಳು ವೆಬ್ಸೈಟ್ ವಿಳಾಸ bbox=[247, 1202, 466, 1231]
article-body: ಮೂಲಕ ಅರ್ಜಿ ಸಲ್ಲಿಸಬಹುದು. ತಾಲೂಕಿನ ಪಿಯುಸಿ, ಐಟಿಐ, ಡಿಪ್ಲೊಮಾ, ಪದವಿ, ಸ್ನಾತಕೋತ್ತರ ಪದವಿ ಹಾಗೂ ವೃತ್ತಿಪರ ಕೋರ್ಸ್‌ಗಳಲ್ಲಿ ವ್ಯಾಸಂಗ ಮಾಡುತ್ತಿರುವ ವಿದ್ಯಾರ್ಥಿಗಳು ಅರ್ಜಿ ಸಲ್ಲಿಸಬಹುದು. ವಿದ್ಯಾರ್ಥಿ ನಿಲಯದ ಪ್ರವೇಶಕ್ಕೆ ಸಂಬಂಧಿಸಿದ ವಿದ್ಯಾರ್ಥಿ ನಿಲಯಗಳ ವಿವರ ಹಾಗೂ ನಿಯಮಗಳ ಮಾಹಿತಿ ಇಲಾಖೆಯ ವೆಬ್‌ಸೈಟ್ bbox=[709, 970, 937, 1008]
dateline: ಹೊಸಪೇಟೆ ಟೈಮ್ಸ್ ನ್ಯೂಸ್ bbox=[478, 708, 547, 718]
headline: ತೆಕ್ಕಲಕೋಟೆಯಲ್ಲಿ ಶಾಸಕರಿಂದ bbox=[108, 38, 366, 69]
article-bcwd-ballari bbox=[475, 661, 699, 1021]
headline: ಅಂಚೆ ಇಲಾಖೆ: ಜೂ.04 bbox=[41, 513, 202, 535]
article-body: ಅಥವಾ ತಾಲೂಕು ಕಚೇರಿಯನ್ನು ಸಂಪರ್ಕಿಸಬಹುದು ಎಂದು ಹಿಂದುಳಿದ ವರ್ಗಗಳ ಕಲ್ಯಾಣಾಧಿಕಾರಿ ಪ್ರಕಟಣೆಯಲ್ಲಿ ತಿಳಿಸಿದ್ದಾರೆ. bbox=[709, 186, 937, 205]
headline: ರೈತರ ಸಹಾಯ ಧನಕ್ಕಾಗಿ bbox=[757, 481, 889, 501]
website-link[interactable]: https://shp.karnataka.gov.in/bcwd bbox=[709, 128, 883, 139]
dateline: ಹೊಸಪೇಟೆ ಟೈಮ್ಸ್ ನ್ಯೂಸ್ bbox=[9, 129, 78, 138]
article-body: ಬಳ್ಳಾರಿ: ತಾಲ್ಲೂಕಿನ ಶ್ರೀಧರಗಡ್ಡ ಗ್ರಾಮದಿಂದ ಬಳ್ಳಾರಿ ನಗರದ ಕಡೆಗೆ ಹೋಗುವ ರಸ್ತೆಯಲ್ಲಿ ಸುಮಾರು 40 ವರ್ಷದ ಅಪರಿಚಿತ ವ್ಯಕ್ತಿಯ ಶವ ಪತ್ತೆಯಾಗಿದ್ದು, ಮೃತನ ವಾರಸುದಾರರ ಪತ್ತೆಗೆ ಸಹಕರಿಸುವಂತೆ ಪೊಲೀಸ್ ಇಲಾಖೆ ಮನವಿ ಮಾಡಿದೆ. ಚಹರೆ ಗುರುತು: ಎತ್ತರ 5 ಅಡಿ 6 ಇಂಚು, ಕಪ್ಪು ಮೈಬಣ್ಣ, ದುಂಡು ಮುಖ, ತಲೆಯಲ್ಲಿ ಕಪ್ಪು ಕೂದಲು, ಕಪ್ಪು ಬಿಳಿ ಗಡ್ಡ ಬಿಟ್ಟಿರುತ್ತಾನೆ. ಮೃತನ ವಾರಸುದಾರರ ಬಗ್ಗೆ ಮಾಹಿತಿ ದೊರೆತಲ್ಲಿ ಬಳ್ಳಾರಿ ಗ್ರಾಮೀಣ ಪೊಲೀಸ್ ಠಾಣೆ ದೂ.08392-258100, 258102 ಅಥವಾ ಬಳ್ಳಾರಿ ನಗರ ಡಿ.ಎಸ್.ಪಿ ದೂ.08392-272322, ಬಳ್ಳಾರಿ ಸಂಚಾರಿ ಪೊಲೀಸ್ ಠಾಣೆ ಪಿಎಸ್ಐ ಮೊ.9480803048 ಗೆ ಸಂಪರ್ಕಿಸಬಹುದು ಎಂದು ಪ್ರಕಟಣೆಯಲ್ಲಿ ತಿಳಿಸಿದ್ದಾರೆ. bbox=[247, 869, 466, 935]
headline: ಇಂದಿರಾ ಕ್ಯಾಂಟೀನ್ ಉದ್ಘಾಟನೆ bbox=[104, 69, 370, 101]
article-body: ಆದ್ಯಕ್ಷ ಎಸ್.ಆನಂದ್ ಕಾಂಗ್ರೆಸ್ ನ ಮುಖಂಡರಾದ ಹೆಚ್.ಮಲ್ಲಿಕಾರ್ಜುನ ಪಾಟೀಲ್, ಚಿನ್ನಕೋಡಿ ಮತ್ತು ಪಿ.ಮುಸ್ತಾಕ್, ಸಿದ್ದರಾಮಯ್ಯ ಸ್ವಾಮಿ, ಪಿ.ಹೆಚ್.ಮನ್ಸೂರ್ ಹಾಗೂ ಪಟ್ಟಣ ಪಂಚಾಯಿತಿ ಸದಸ್ಯರು, ತೆಕ್ಕಲಕೋಟೆ ಕಾಂಗ್ರೆಸ್ ಅಧ್ಯಕ್ಷ ಕಟಬಸಪ್ಪ, ಕೆ.ಪಿ.ಸಿ.ಸಿ ಸದಸ್ಯರು, ಪಟ್ಟಣ ಪಂಚಾಯಿತಿ ಮುಖ್ಯಾಧಿಕಾರಿಗಳು ಹಾಗೂ ಪಟ್ಟಣ ಪಂಚಾಯಿತಿ ಸದಸ್ಯರು ಇತರರು ಉಪಸ್ಥಿತರಿದ್ದರು. bbox=[327, 288, 465, 344]
headline: ಕೂಡ್ಲಿಗಿ ಊರಮ್ಮ ದೇವಿ ಜಾತ್ರೆ: ಮದ್ಯ bbox=[46, 1269, 197, 1284]
headline: ಪೌರರಕ್ಷಣಾ ದಳ: ಸ್ವಯಂ ಸೇವಕ bbox=[513, 1027, 661, 1043]
headline: ರಂದು ಕುಂದು ಕೊರತೆ ಸಭೆ bbox=[509, 57, 665, 79]
headline: ಮೇ 27 ರಂದು ನಿಧಿ ಆಪ್ಕೆ ನಿಕಟ್ bbox=[279, 514, 434, 530]
dateline: ಹೊಸಪೇಟೆ ಟೈಮ್ಸ್ ನ್ಯೂಸ್ bbox=[9, 561, 78, 571]
article-postmatric-hostel bbox=[706, 882, 940, 1260]
section-rule bbox=[473, 196, 701, 197]
dateline: ಹೊಸಪೇಟೆ ಟೈಮ್ಸ್ ನ್ಯೂಸ್ bbox=[478, 83, 547, 93]
article-iti-admission bbox=[244, 1159, 469, 1465]
website-link[interactable]: https://shp.karnataka.gov.in/bcwd bbox=[709, 959, 883, 970]
article-farmers-subsidy bbox=[706, 482, 940, 878]
section-rule bbox=[242, 806, 471, 807]
article-body: ಬಳ್ಳಾರಿ: ಕುರುಗೋಡು ತಾಲ್ಲೂಕು ವ್ಯಾಪ್ತಿಯಲ್ಲಿ ಬರುವ ಪರಿಶಿಷ್ಟ ಜಾತಿ, ಪರಿಶಿಷ್ಟ ಪಂಗಡ ಜನಾಂಗದವರ ಕುಂದು ಕೊರತೆ ಸಮಸ್ಯೆಗಳನ್ನು ಆಲಿಸಿ ಬಗೆಹರಿಸಲು ಮೇ 26 ರಂದು ಬೆಳಗ್ಗೆ 11 ಗಂಟೆಗೆ ಕುರುಗೋಡು ತಹಶೀಲ್ದಾರ್ ಅಧ್ಯಕ್ಷತೆಯಲ್ಲಿ ತಾಲ್ಲೂಕು ಕಚೇರಿಯಲ್ಲಿ ತಾಲ್ಲೂಕು ಮಟ್ಟದ ಕುಂದು ಕೊರತೆ ಸಭೆಯನ್ನು ಏರ್ಪಡಿಸಲಾಗಿದೆ. ಸಭೆಯಲ್ಲಿ ಪರಿಶಿಷ್ಟ ಜಾತಿ ಮತ್ತು ಪರಿಶಿಷ್ಟ ವರ್ಗಗಳ ಸಂಘಟನೆಗಳ ಪದಾಧಿಕಾರಿಗಳು ಭಾಗವಹಿಸಬೇಕು ಎಂದು ಸಮಾಜ ಕಲ್ಯಾಣ ಇಲಾಖೆಯ ಸಹಾಯಕ ನಿರ್ದೇಶಕರು ಪ್ರಕಟಣೆಯಲ್ಲಿ ತಿಳಿಸಿದ್ದಾರೆ. bbox=[478, 93, 696, 140]
article-housing bbox=[475, 200, 699, 655]
article-body: ವಿಜಯನಗರ(ಹೊಸಪೇಟೆ): ಹೊಸಪೇಟೆ ತಾಲೂಕಿನ ಹಿಂದುಳಿದ ವರ್ಗಗಳ ಕಲ್ಯಾಣ ಇಲಾಖೆ ಮೆಟ್ರಿಕ್ ಪೂರ್ವ ಬಾಲಕರ ಹಾಗೂ ಬಾಲಕಿಯರ ವಿದ್ಯಾರ್ಥಿ ನಿಲಯಗಳಿಗೆ 2025-26ನೇ ಸಾಲಿನ ಪ್ರವೇಶ ಪಡೆಯಲು ಆನ್‌ಲೈನ್ ಮೂಲಕ ಅರ್ಜಿ ಆಹ್ವಾನಿಸಲಾಗಿದೆ. ಪ್ರವರ್ಗ-1, 2ಎ, 2ಬಿ, 3ಎ, 3ಬಿ, ಪರಿಶಿಷ್ಟ ಜಾತಿ ಹಾಗೂ ಪಂಗಡ ಇತರೆ ವರ್ಗಗಳಿಗೆ ಸೇರಿದ 5 ರಿಂದ 10 ತರಗತಿಯಲ್ಲಿ ವ್ಯಾಸಂಗ ಮಾಡುತ್ತಿರುವ ವಿದ್ಯಾರ್ಥಿಗಳು ಜೂನ್ 16 ರೊಳಗಾಗಿ ವೆಬ್‌ಸೈಟ್ bbox=[709, 81, 937, 128]
affidavit-notice bbox=[708, 1264, 938, 1466]
dateline: ಹೊಸಪೇಟೆ ಟೈಮ್ಸ್ ನ್ಯೂಸ್ bbox=[709, 71, 778, 81]
headline: ಮೆಟ್ರಿಕ್ ಪೂರ್ವ ವಿದ್ಯಾರ್ಥಿ ನಿಲಯಕ್ಕೆ bbox=[756, 39, 890, 53]
article-body: ಮೂಲಕ ಅರ್ಜಿ ಸಲ್ಲಿಸಬಹುದು. ಪ್ರವರ್ಗ-1, ಪರಿಶಿಷ್ಟ ಜಾತಿ ಹಾಗೂ ಪರಿಶಿಷ್ಟ ಪಂಗಡದ ವಿದ್ಯಾರ್ಥಿಗಳ ಪೋಷಕರ ವಾರ್ಷಿಕ ಆದಾಯ ಮಿತಿ ರೂ.2.50 ಲಕ್ಷ ರೂ. ಪ್ರವರ್ಗ-2ಎ, 2ಬಿ, 3ಎ, 3ಬಿ ವರ್ಗದ ವಿದ್ಯಾರ್ಥಿಗಳ ಪೋಷಕರ ವಾರ್ಷಿಕ ಆದಾಯ ಮಿತಿ ರೂ.1 ಲಕ್ಷ ಮೀರಿರಬಾರದು. ಹೆಚ್ಚಿನ ಮಾಹಿತಿಗಾಗಿ ಇಲಾಖೆಯ ವೆಬ್‌ಸೈಟ್ bbox=[709, 139, 937, 176]
headline: ಹಿಂದುಳಿದ ವರ್ಗಗಳ ಕಲ್ಯಾಣ ಇಲಾಖೆ: bbox=[510, 660, 664, 675]
news-photo bbox=[182, 134, 466, 284]
website-link[interactable]: www.bcwd.karnataka.gov.in bbox=[709, 1007, 853, 1018]
section-rule bbox=[473, 658, 701, 659]
column-rule bbox=[471, 36, 473, 1466]
headline: ಪತ್ತೆಗೆ ಮನವಿ bbox=[312, 831, 401, 855]
article-body: ಬಳ್ಳಾರಿ: ಬಳ್ಳಾರಿ ಜಿಲ್ಲಾ ಹಿಂದುಳಿದ ವರ್ಗಗಳ ಕಲ್ಯಾಣ ಇಲಾಖೆಯ ಮೆಟ್ರಿಕ್ ನಂತರದ ಬಾಲಕ ಮತ್ತು ಬಾಲಕಿಯರ ವಿದ್ಯಾರ್ಥಿನಿಲಯಗಳಿಗೆ 2025-26ನೇ ಸಾಲಿನ ಪ್ರವೇಶ ಪಡೆಯಲು ಅರ್ಹ ವಿದ್ಯಾರ್ಥಿಗಳಿಂದ ಆನ್ಲೈನ್ ಮೂಲಕ ಅರ್ಜಿ ಆಹ್ವಾನಿಸಲಾಗಿದೆ. ಹಿಂದುಳಿದ ವರ್ಗಗಳ ಪ್ರವರ್ಗ-1, 2ಎ, 2ಬಿ, 3ಎ, 3ಬಿ ಮತ್ತು ಪರಿಶಿಷ್ಟ ಜಾತಿ, ಪರಿಶಿಷ್ಟ ಪಂಗಡ ಹಾಗೂ ಇತರೆ ವರ್ಗಗಳಿಗೆ ಸೇರಿದ ವಿದ್ಯಾರ್ಥಿಗಳು ಅರ್ಜಿ ಸಲ್ಲಿಸಬಹುದು. ಅರ್ಹ ವಿದ್ಯಾರ್ಥಿಗಳು ವೆಬ್ಸೈಟ್ ಮೂಲಕ ಅರ್ಜಿ ಸಲ್ಲಿಸಬೇಕು. ಅರ್ಜಿ ಸಲ್ಲಿಸಲು ಜೂನ್ 20 ಕೊನೆಯ ದಿನವಾಗಿದೆ. bbox=[478, 718, 696, 775]
dateline: ಹೊಸಪೇಟೆ ಟೈಮ್ಸ್ ನ್ಯೂಸ್ bbox=[247, 1192, 316, 1202]
dateline: ಹೊಸಪೇಟೆ ಟೈಮ್ಸ್ ನ್ಯೂಸ್ bbox=[709, 912, 778, 922]
headline: ಪ್ರವೇಶಾತಿಗೆ ಅರ್ಜಿ ಆಹ್ವಾನ bbox=[300, 1172, 413, 1188]
